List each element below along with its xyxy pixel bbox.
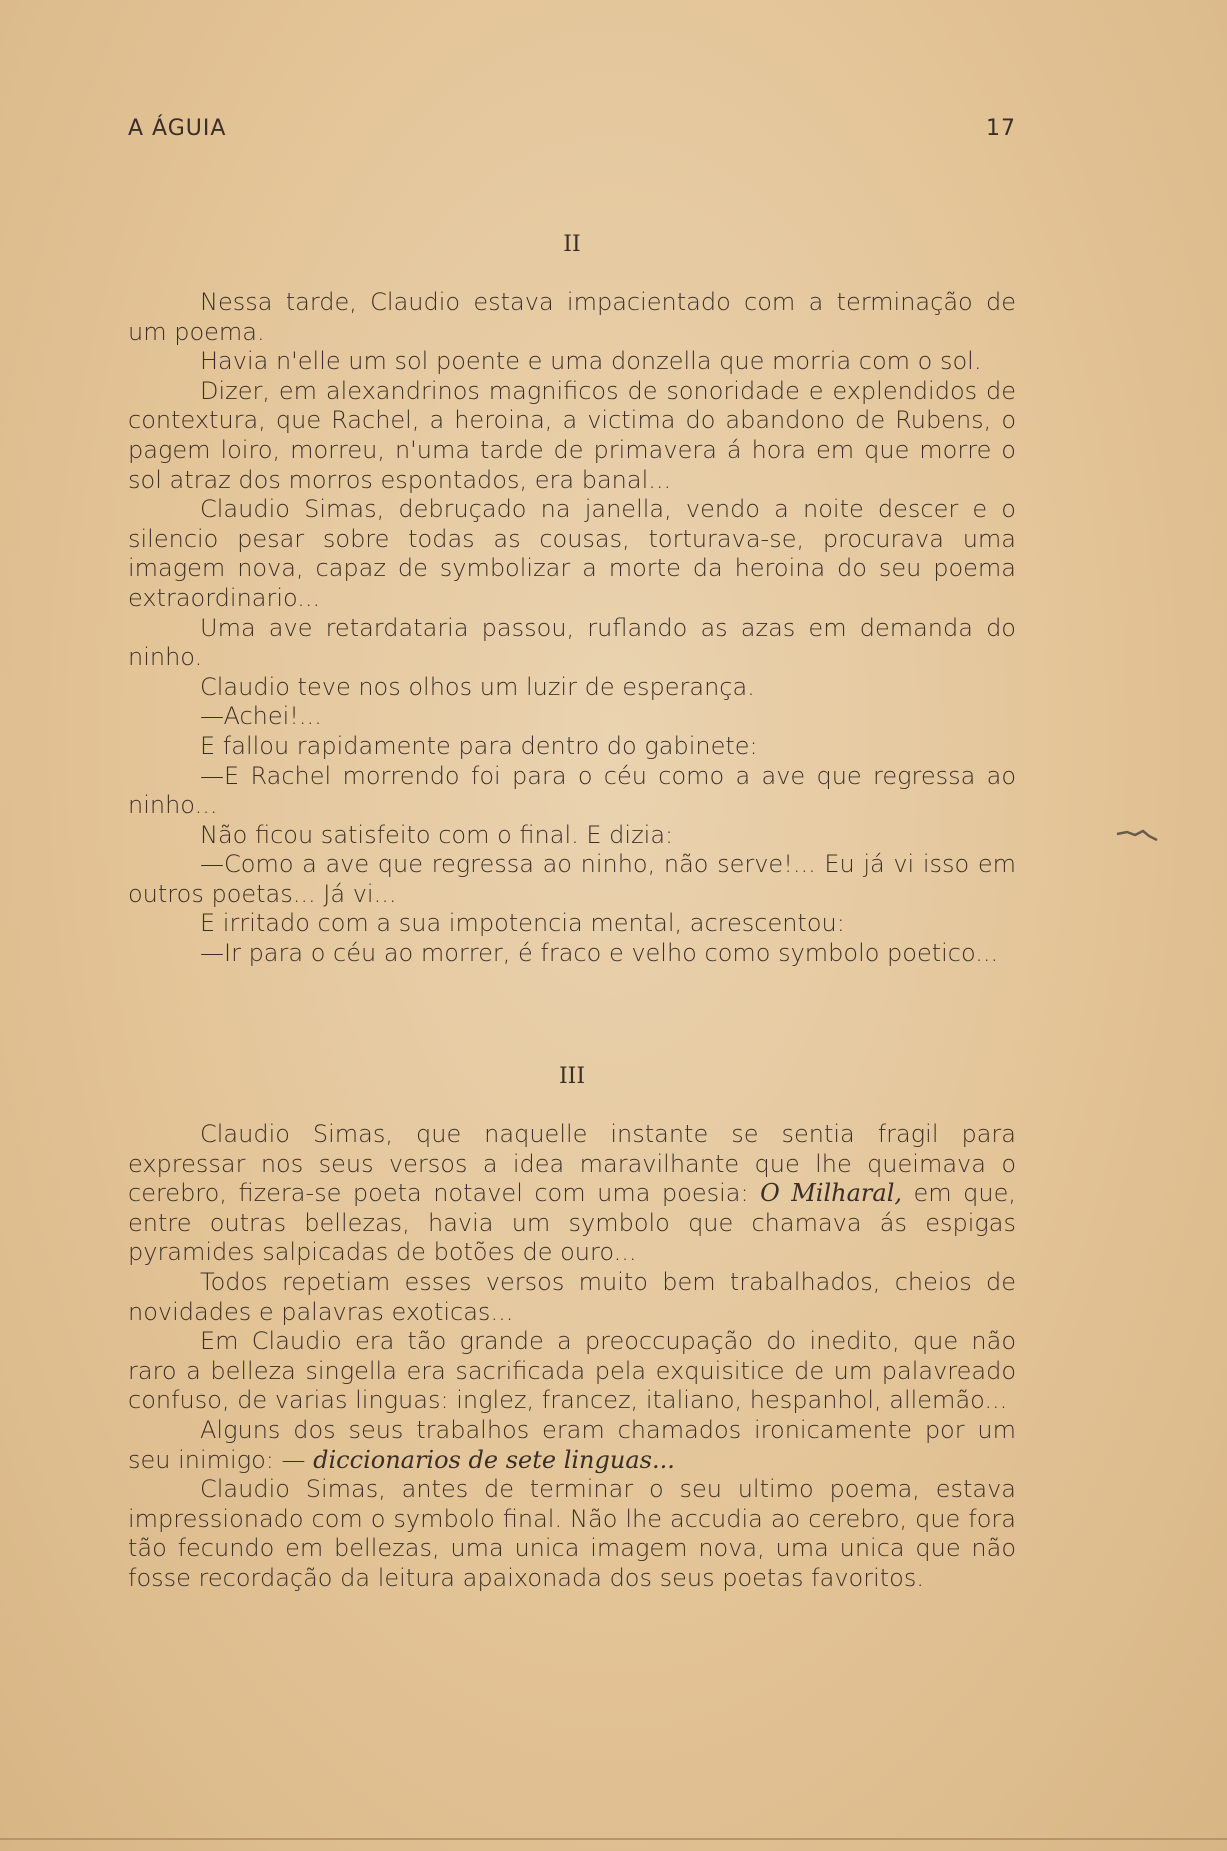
section-iii-text — [128, 1120, 1016, 1594]
paragraph: —Como a ave que regressa ao ninho, não serve!... Eu já vi isso em outros poetas... Já vi... — [128, 850, 1016, 908]
paragraph: Havia n'elle um sol poente e uma donzella que morria com o sol. — [200, 347, 982, 376]
paragraph: Claudio teve nos olhos um luzir de esperança. — [200, 672, 755, 701]
journal-title: A ÁGUIA — [128, 116, 227, 141]
paragraph: Uma ave retardataria passou, ruflando as azas em demanda do ninho. — [128, 613, 1016, 672]
paragraph: Claudio Simas, antes de terminar o seu ultimo poema, estava impressionado com o symbolo final. Não lhe accudia ao cerebro, que fora tão fecundo em bellezas, uma unica imagem nova, uma unica que não fosse recordação da leitura apaixonada dos seus poetas favoritos. — [128, 1475, 1016, 1592]
paragraph: Claudio Simas, debruçado na janella, vendo a noite descer e o silencio pesar sobre todas as cousas, torturava-se, procurava uma imagem nova, capaz de symbolizar a morte da heroina do seu poema extraordinario... — [128, 495, 1016, 612]
italic-phrase: diccionarios de sete linguas... — [313, 1445, 675, 1474]
section-ii-text — [128, 288, 1016, 969]
paragraph: Dizer, em alexandrinos magnificos de sonoridade e explendidos de contextura, que Rachel, a heroina, a victima do abandono de Rubens, o pagem loiro, morreu, n'uma tarde de primavera á hora em que morre o sol atraz dos morros espontados, era banal... — [128, 376, 1016, 494]
poem-title: O Milharal, — [760, 1179, 903, 1208]
paragraph: Em Claudio era tão grande a preoccupação do inedito, que não raro a belleza singella era sacrificada pela exquisitice de um palavreado confuso, de varias linguas: inglez, francez, italiano, hespanhol, allemão... — [128, 1327, 1016, 1415]
paragraph: E fallou rapidamente para dentro do gabinete: — [200, 731, 758, 760]
paragraph — [128, 1120, 1016, 1268]
section-numeral-ii: II — [563, 232, 581, 257]
ink-smudge-icon — [1115, 828, 1159, 842]
text-run: Alguns dos seus trabalhos eram chamados ironicamente por um seu inimigo: — — [128, 1415, 1016, 1474]
paragraph: Nessa tarde, Claudio estava impacientado com a terminação de um poema. — [128, 288, 1016, 346]
running-header — [128, 116, 1016, 141]
page-edge-line — [0, 1838, 1227, 1840]
paragraph: E irritado com a sua impotencia mental, acrescentou: — [200, 909, 845, 938]
paragraph: —E Rachel morrendo foi para o céu como a ave que regressa ao ninho... — [128, 761, 1016, 820]
paragraph — [128, 1416, 1016, 1475]
page-number: 17 — [986, 116, 1016, 141]
section-numeral-iii: III — [558, 1064, 586, 1089]
paragraph: Todos repetiam esses versos muito bem trabalhados, cheios de novidades e palavras exoticas... — [128, 1267, 1016, 1326]
paragraph: —Achei!... — [200, 702, 322, 731]
text-run: Claudio Simas, que naquelle instante se sentia fragil para expressar nos seus versos a idea maravilhante que lhe queimava o cerebro, fizera-se poeta notavel com uma poesia: — [128, 1120, 1016, 1208]
paragraph: —Ir para o céu ao morrer, é fraco e velho como symbolo poetico... — [200, 939, 999, 968]
paragraph: Não ficou satisfeito com o final. E dizia: — [200, 820, 674, 849]
text-run: em que, entre outras bellezas, havia um symbolo que chamava ás espigas pyramides salpicadas de botões de ouro... — [128, 1179, 1016, 1267]
